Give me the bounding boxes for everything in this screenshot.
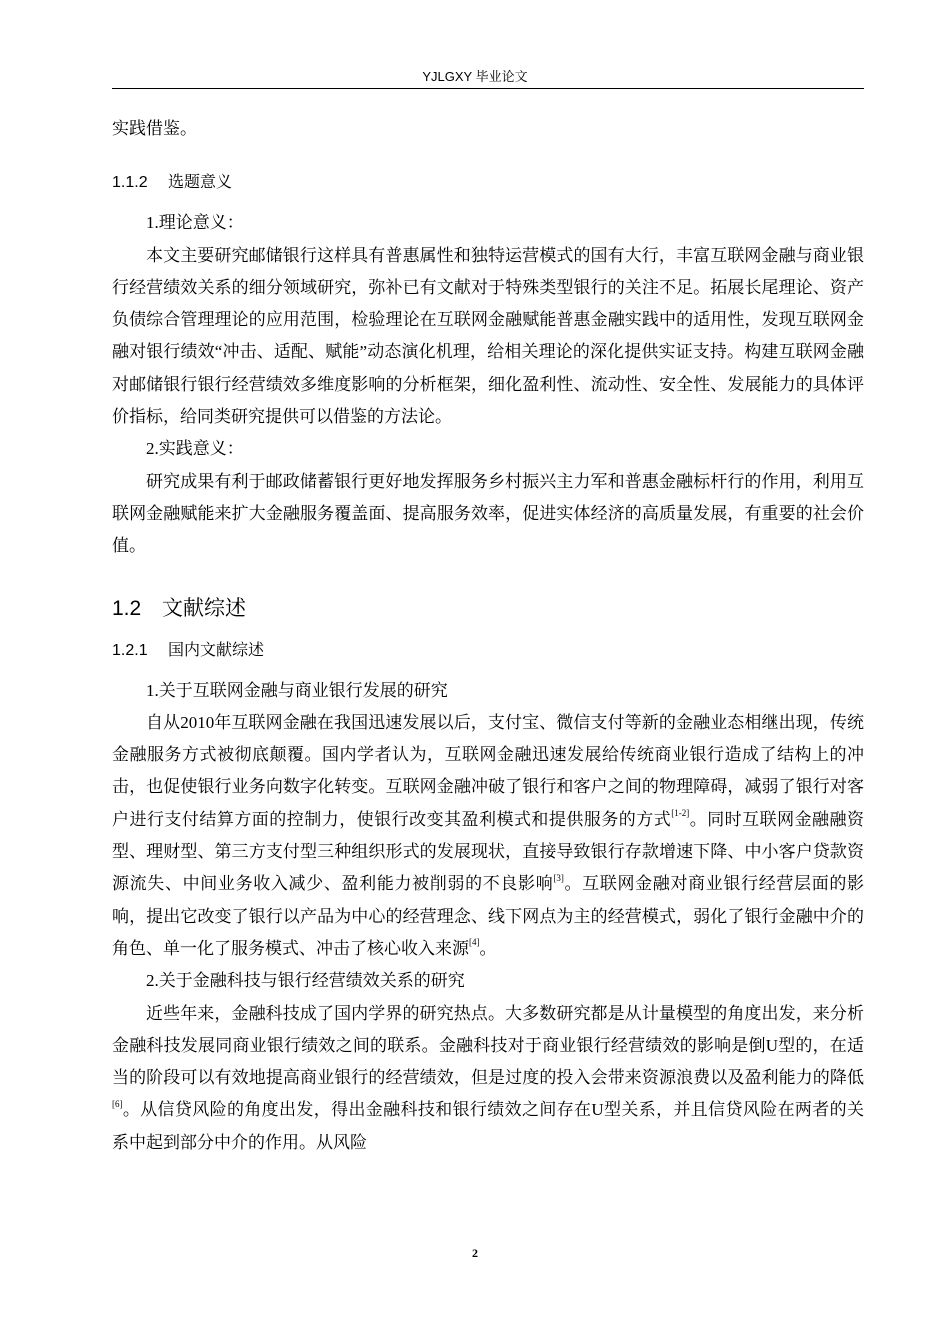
paragraph [112, 707, 864, 965]
subsection-label: 2.关于金融科技与银行经营绩效关系的研究 [146, 971, 465, 991]
paragraph-text: 。同时互联网金融融资型、理财型、第三方支付型三种组织形式的发展现状，直接导致银行存款增速下降、中小客户贷款资源流失、中间业务收入减少、盈利能力被削弱的不良影响 [112, 809, 865, 894]
page-number: 2 [472, 1246, 478, 1260]
citation-ref: [4] [469, 937, 480, 948]
paragraph: 研究成果有利于邮政储蓄银行更好地发挥服务乡村振兴主力军和普惠金融标杆行的作用，利用互联网金融赋能来扩大金融服务覆盖面、提高服务效率，促进实体经济的高质量发展，有重要的社会价值。 [112, 471, 864, 556]
section-heading-1-2 [112, 591, 864, 627]
paragraph-text: 。从信贷风险的角度出发，得出金融科技和银行绩效之间存在U型关系，并且信贷风险在两者的关系中起到部分中介的作用。从风险 [112, 1100, 864, 1152]
paragraph: 实践借鉴。 [112, 119, 197, 138]
section-title: 文献综述 [162, 596, 246, 620]
citation-ref: [6] [112, 1098, 123, 1109]
subsection-label: 1.关于互联网金融与商业银行发展的研究 [146, 680, 448, 700]
paragraph-text: 近些年来，金融科技成了国内学界的研究热点。大多数研究都是从计量模型的角度出发，来分析金融科技发展同商业银行绩效之间的联系。金融科技对于商业银行经营绩效的影响是倒U型的，在适当的阶段可以有效地提高商业银行的经营绩效，但是过度的投入会带来资源浪费以及盈利能力的降低 [112, 1003, 864, 1088]
document-body [112, 113, 864, 1159]
citation-ref: [3] [553, 872, 564, 883]
header-rule [112, 88, 864, 89]
paragraph [112, 998, 864, 1159]
section-heading-1-1-2 [112, 167, 864, 199]
section-title: 选题意义 [168, 174, 233, 192]
paragraph: 本文主要研究邮储银行这样具有普惠属性和独特运营模式的国有大行，丰富互联网金融与商业银行经营绩效关系的细分领域研究，弥补已有文献对于特殊类型银行的关注不足。拓展长尾理论、资产负债综合管理理论的应用范围，检验理论在互联网金融赋能普惠金融实践中的适用性，发现互联网金融对银行绩效“冲击、适配、赋能”动态演化机理，给相关理论的深化提供实证支持。构建互联网金融对邮储银行银行经营绩效多维度影响的分析框架，细化盈利性、流动性、安全性、发展能力的具体评价指标，给同类研究提供可以借鉴的方法论。 [112, 245, 864, 427]
section-number: 1.2 [112, 596, 142, 620]
subsection-label: 2.实践意义： [146, 439, 244, 459]
running-header: YJLGXY 毕业论文 [422, 69, 528, 84]
subsection-label: 1.理论意义： [146, 213, 244, 233]
section-title: 国内文献综述 [168, 641, 265, 659]
paragraph-text: 自从2010年互联网金融在我国迅速发展以后，支付宝、微信支付等新的金融业态相继出现，传统金融服务方式被彻底颠覆。国内学者认为，互联网金融迅速发展给传统商业银行造成了结构上的冲击，也促使银行业务向数字化转变。互联网金融冲破了银行和客户之间的物理障碍，减弱了银行对客户进行支付结算方面的控制力，使银行改变其盈利模式和提供服务的方式 [112, 712, 864, 829]
citation-ref: [1-2] [671, 808, 690, 819]
section-heading-1-2-1 [112, 635, 864, 667]
section-number: 1.1.2 [112, 174, 148, 192]
section-number: 1.2.1 [112, 641, 148, 659]
paragraph-text: 。 [479, 938, 497, 958]
paragraph-text: 。互联网金融对商业银行经营层面的影响，提出它改变了银行以产品为中心的经营理念、线下网点为主的经营模式，弱化了银行金融中介的角色、单一化了服务模式、冲击了核心收入来源 [112, 874, 865, 958]
